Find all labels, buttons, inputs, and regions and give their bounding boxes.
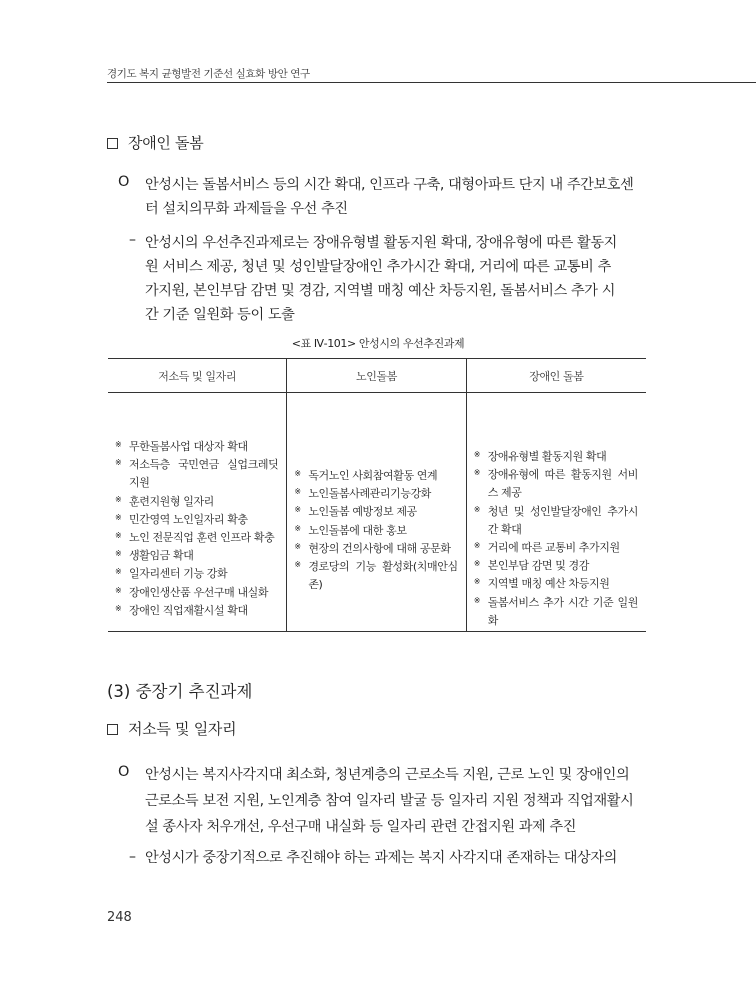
text-line: 근로소득 보전 지원, 노인계층 참여 일자리 발굴 등 일자리 지원 정책과 직업재활시 <box>145 793 634 809</box>
reference-mark-icon: ※ <box>473 577 480 587</box>
list-item <box>468 575 638 593</box>
header-rule <box>107 82 756 83</box>
cell-list <box>109 438 278 620</box>
table-header-cell: 장애인 돌봄 <box>466 359 646 393</box>
list-item <box>468 557 638 575</box>
list-item-text: 장애인 직업재활시설 확대 <box>129 603 248 617</box>
list-item <box>109 584 278 602</box>
list-item-text: 장애유형에 따른 활동지원 서비스 제공 <box>487 468 638 500</box>
reference-mark-icon: ※ <box>473 559 480 569</box>
list-item-text: 현장의 건의사항에 대해 공문화 <box>308 541 451 555</box>
reference-mark-icon: ※ <box>473 468 480 478</box>
list-item <box>468 466 638 502</box>
list-item-text: 일자리센터 기능 강화 <box>129 567 228 581</box>
reference-mark-icon: ※ <box>294 560 301 570</box>
table-cell-elderly-care <box>287 393 466 632</box>
header-title: 경기도 복지 균형발전 기준선 실효화 방안 연구 <box>107 68 310 80</box>
list-item-text: 거리에 따른 교통비 추가지원 <box>487 541 620 555</box>
list-item <box>109 565 278 583</box>
list-item <box>288 467 457 485</box>
reference-mark-icon: ※ <box>115 494 122 504</box>
list-item-text: 민간영역 노인일자리 확충 <box>129 512 248 526</box>
page-number: 248 <box>107 910 132 925</box>
cell-list <box>468 448 638 630</box>
section-heading-text: 장애인 돌봄 <box>128 134 204 152</box>
reference-mark-icon: ※ <box>473 595 480 605</box>
reference-mark-icon: ※ <box>294 487 301 497</box>
text-line: 안성시가 중장기적으로 추진해야 하는 과제는 복지 사각지대 존재하는 대상자의 <box>145 850 617 866</box>
list-item-text: 저소득층 국민연금 실업크레딧 지원 <box>129 458 279 490</box>
list-item-text: 노인돌봄사례관리기능강화 <box>308 487 432 501</box>
dash-bullet-icon: – <box>129 849 136 865</box>
list-item <box>109 511 278 529</box>
dash-paragraph <box>145 231 651 327</box>
list-item-text: 노인 전문직업 훈련 인프라 확충 <box>129 531 275 545</box>
bullet-paragraph <box>145 762 651 840</box>
cell-list <box>288 467 457 594</box>
section-heading-text: 저소득 및 일자리 <box>128 720 237 738</box>
list-item-text: 지역별 매칭 예산 차등지원 <box>487 577 610 591</box>
list-item <box>468 448 638 466</box>
table-caption: <표 Ⅳ-101> 안성시의 우선추진과제 <box>291 337 465 350</box>
reference-mark-icon: ※ <box>115 531 122 541</box>
list-item-text: 생활임금 확대 <box>129 549 194 563</box>
list-item <box>109 493 278 511</box>
reference-mark-icon: ※ <box>115 458 122 468</box>
text-line: 간 기준 일원화 등이 도출 <box>145 307 295 323</box>
list-item-text: 독거노인 사회참여활동 연계 <box>308 469 438 482</box>
reference-mark-icon: ※ <box>294 469 301 478</box>
text-line: 안성시는 돌봄서비스 등의 시간 확대, 인프라 구축, 대형아파트 단지 내 주간보호센 <box>145 177 634 193</box>
square-bullet-icon <box>107 138 118 149</box>
reference-mark-icon: ※ <box>115 603 122 613</box>
list-item <box>288 540 457 558</box>
reference-mark-icon: ※ <box>115 440 122 449</box>
reference-mark-icon: ※ <box>473 450 480 459</box>
list-item-text: 돌봄서비스 추가 시간 기준 일원화 <box>487 595 638 627</box>
circle-bullet-icon: O <box>118 174 130 190</box>
square-bullet-icon <box>107 724 118 735</box>
section-heading-disability-care <box>107 132 203 153</box>
text-line: 설 종사자 처우개선, 우선구매 내실화 등 일자리 관련 간접지원 과제 추진 <box>145 819 577 835</box>
list-item <box>468 539 638 557</box>
table-header-cell: 노인돌봄 <box>287 359 466 393</box>
list-item-text: 노인돌봄 예방정보 제공 <box>308 505 417 519</box>
text-line: 가지원, 본인부담 감면 및 경감, 지역별 매칭 예산 차등지원, 돌봄서비스 추가 시 <box>145 283 615 299</box>
list-item-text: 훈련지원형 일자리 <box>129 494 214 508</box>
dash-bullet-icon: – <box>129 232 136 248</box>
list-item-text: 노인돌봄에 대한 홍보 <box>308 523 407 537</box>
reference-mark-icon: ※ <box>115 567 122 577</box>
text-line: 터 설치의무화 과제들을 우선 추진 <box>145 201 348 217</box>
dash-paragraph <box>145 846 651 870</box>
bullet-paragraph <box>145 173 645 221</box>
list-item-text: 청년 및 성인발달장애인 추가시간 확대 <box>487 504 638 536</box>
list-item <box>109 602 278 620</box>
list-item <box>109 547 278 565</box>
section-heading-income-jobs <box>107 718 236 739</box>
list-item <box>468 503 638 539</box>
list-item-text: 장애인생산품 우선구매 내실화 <box>129 585 269 599</box>
list-item <box>288 485 457 503</box>
table-header-cell: 저소득 및 일자리 <box>108 359 287 393</box>
text-line: 원 서비스 제공, 청년 및 성인발달장애인 추가시간 확대, 거리에 따른 교통비 추 <box>145 259 611 275</box>
list-item <box>468 594 638 630</box>
list-item <box>109 438 278 456</box>
list-item <box>288 522 457 540</box>
list-item-text: 무한돌봄사업 대상자 확대 <box>129 440 248 453</box>
priority-tasks-table <box>108 358 646 632</box>
table-cell-income-jobs <box>108 393 287 632</box>
circle-bullet-icon: O <box>118 764 130 780</box>
list-item-text: 경로당의 기능 활성화(치매안심존) <box>308 560 458 592</box>
list-item <box>109 529 278 547</box>
list-item-text: 장애유형별 활동지원 확대 <box>487 450 607 463</box>
reference-mark-icon: ※ <box>473 541 480 551</box>
reference-mark-icon: ※ <box>294 505 301 515</box>
text-line: 안성시의 우선추진과제로는 장애유형별 활동지원 확대, 장애유형에 따른 활동지 <box>145 235 617 251</box>
reference-mark-icon: ※ <box>294 541 301 551</box>
text-line: 안성시는 복지사각지대 최소화, 청년계층의 근로소득 지원, 근로 노인 및 장애인의 <box>145 767 630 783</box>
list-item-text: 본인부담 감면 및 경감 <box>487 559 590 573</box>
reference-mark-icon: ※ <box>294 523 301 533</box>
list-item <box>288 503 457 521</box>
section-heading-midlong-term: (3) 중장기 추진과제 <box>107 682 253 701</box>
table-cell-disability-care <box>466 393 646 632</box>
reference-mark-icon: ※ <box>115 549 122 559</box>
list-item <box>109 456 278 492</box>
reference-mark-icon: ※ <box>115 512 122 522</box>
reference-mark-icon: ※ <box>115 585 122 595</box>
reference-mark-icon: ※ <box>473 504 480 514</box>
list-item <box>288 558 457 594</box>
